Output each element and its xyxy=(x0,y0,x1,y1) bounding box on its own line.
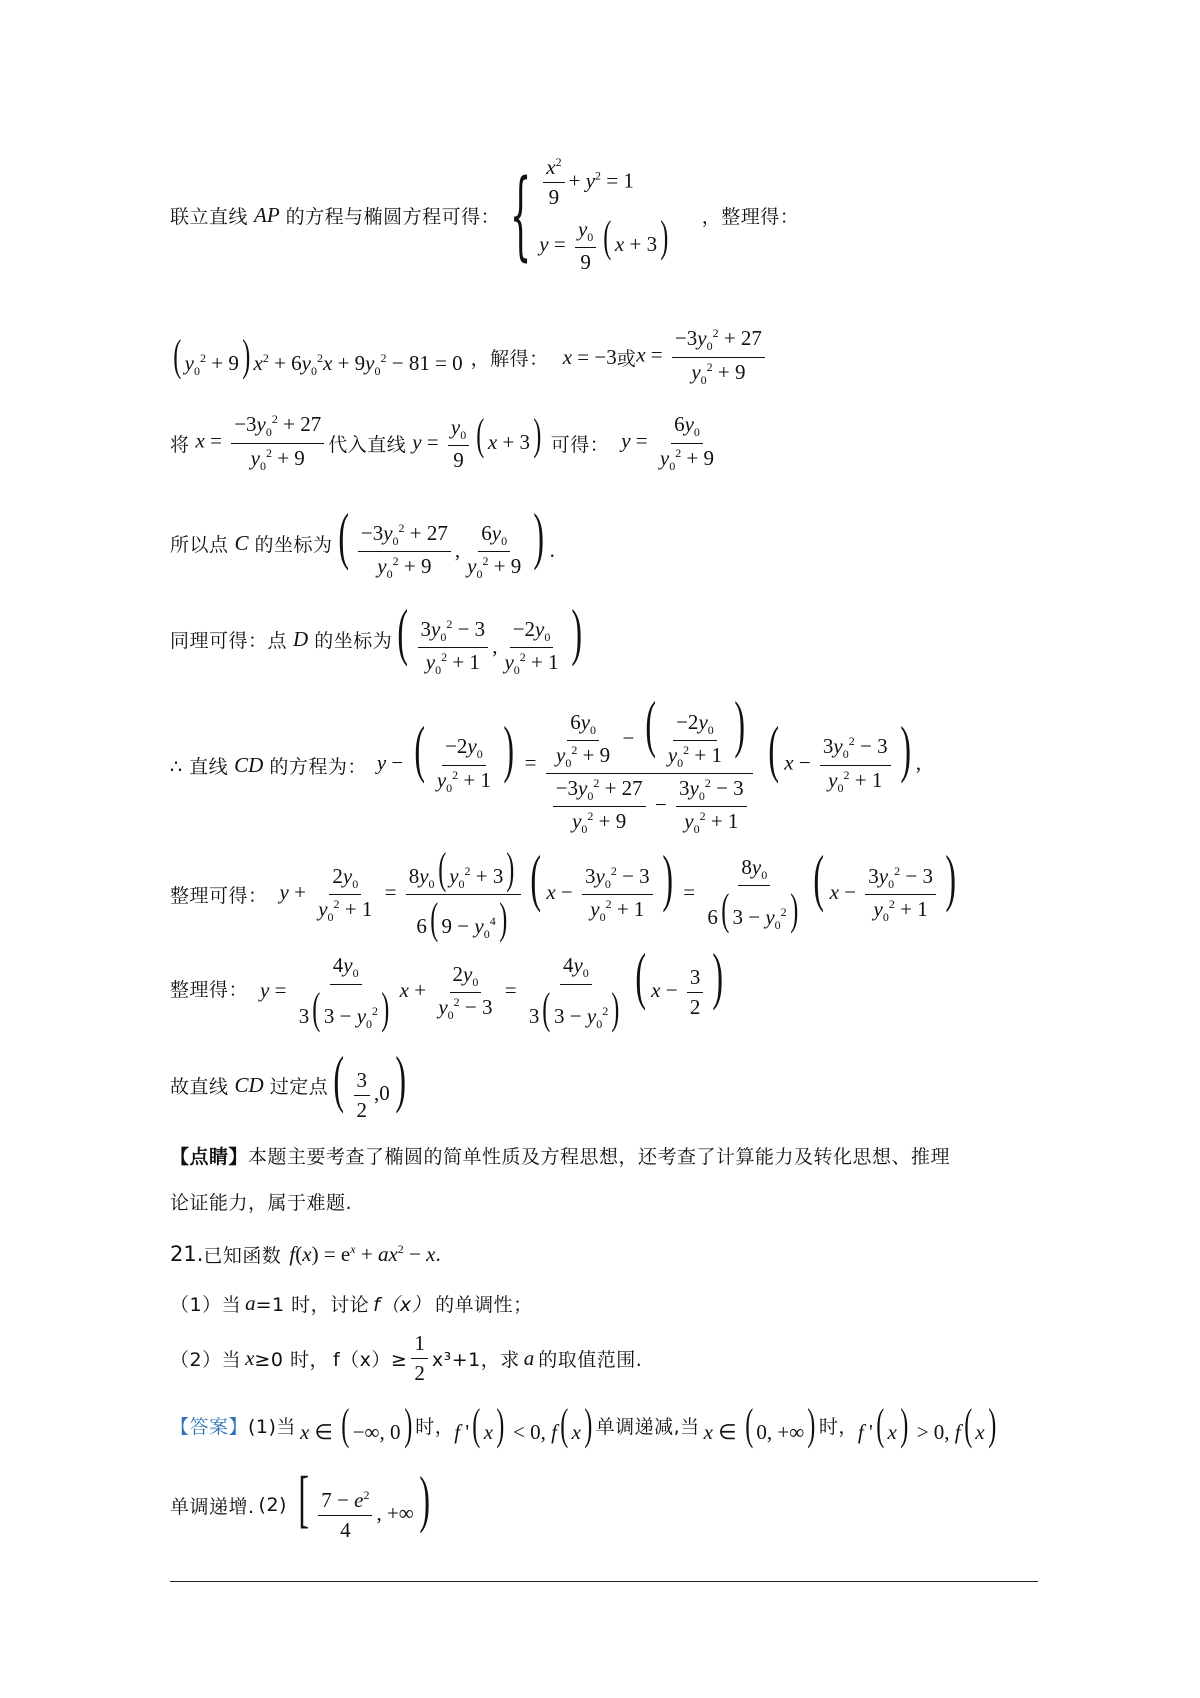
line-6-text: ∴ 直线 xyxy=(170,755,229,778)
line-7 xyxy=(170,842,961,943)
line-6-mid: 的方程为： xyxy=(269,755,367,778)
problem-21-stem xyxy=(170,1236,441,1272)
y-result: y = $\frac{6y_0}{y_0^2 + 9}$ xyxy=(621,412,715,473)
problem-stem: 已知函数 xyxy=(203,1244,282,1267)
ellipse-equation: $\frac{x^2}{9}$ + $y^2 = 1$ xyxy=(539,155,671,210)
answer-line2-a: 单调递增. xyxy=(170,1495,255,1518)
simplified-equation-2: y = $\frac{4y_0}{3( 3 - y_0^2)}$ x + $\frac{2y_0}{y_0^2 - 3}$ = $\frac{4y_0}{3( 3 - y_0^2)}$ ( x − $\frac{3}{2}$ ) xyxy=(260,940,724,1033)
line-1-ap: AP xyxy=(254,202,280,227)
point-c-coords: ( $\frac{-3y_0^2 + 27}{y_0^2 + 9}$ , $\frac{6y_0}{y_0^2 + 9}$ ) . xyxy=(337,499,555,582)
line-8-text: 整理得： xyxy=(170,978,249,1001)
q1-prefix: （1）当 xyxy=(170,1293,242,1316)
a-range: [ $\frac{7 - e^2}{4}$ , +∞) xyxy=(298,1463,430,1542)
line-7-text: 整理可得： xyxy=(170,884,268,907)
line-ap-equation: y = $\frac{y_0}{9}$ ( x + 3) xyxy=(539,211,669,274)
line-4-c: C xyxy=(234,530,249,555)
line-2 xyxy=(170,322,769,392)
q1-a: a xyxy=(245,1290,256,1315)
line-6 xyxy=(170,688,922,837)
line-3-dairu: 代入直线 xyxy=(328,433,407,456)
derivative-neg: f '( x) < 0, f( x) xyxy=(454,1400,593,1449)
line-1 xyxy=(170,150,799,280)
root-2: x = $\frac{-3y_0^2 + 27}{y_0^2 + 9}$ xyxy=(636,326,769,387)
q2-suffix: 的取值范围. xyxy=(538,1348,643,1371)
line-4-mid: 的坐标为 xyxy=(254,533,333,556)
q2-cond: ≥0 时， xyxy=(254,1348,329,1371)
answer-line-1 xyxy=(170,1400,999,1450)
line-ap-ref: y = $\frac{y_0}{9}$ ( x + 3) xyxy=(412,409,542,473)
line-6-cd: CD xyxy=(234,752,264,777)
line-9-cd: CD xyxy=(234,1072,264,1097)
q1-eq: =1 时，讨论 xyxy=(255,1293,370,1316)
line-5 xyxy=(170,595,587,678)
line-1-end: ，整理得： xyxy=(701,205,800,228)
q2-fx: f（x）≥ xyxy=(332,1348,408,1371)
q1-suffix: 的单调性； xyxy=(435,1293,533,1316)
simplified-equation-1: y + $\frac{2y_0}{y_0^2 + 1}$ = $\frac{8y_0( y_0^2 + 3)}{6( 9 - y_0^4)}$ ( x − $\frac{3y_0^2 - 3}{y_0^2 + 1}$ ) = $\frac{8y_0}{6( 3 - y_0^2)}$ ( x − $\frac{3y_0^2 - 3}{y_0^2 + 1}$ ) xyxy=(279,842,956,943)
q1-fx: f（x） xyxy=(373,1293,432,1316)
footer-rule xyxy=(170,1581,1038,1582)
answer-part1-a: (1)当 xyxy=(248,1415,296,1438)
equation-system xyxy=(539,155,671,275)
cd-line-equation: y − ( $\frac{-2y_0}{y_0^2 + 1}$ ) = $\frac{6y_0}{y_0^2 + 9}$ − ( $\frac{-2y_0}{y_0^2 + 1}$ ) $\frac{-3y_0^2 + 27}{y_0^2 + 9}$ − $\frac{3y_0^2 - 3}{y_0^2 + 1}$ ( x − $\frac{3y_0^2 - 3}{y_0^2 + 1}$ ) , xyxy=(376,688,922,837)
answer-part1-c: 单调递减,当 xyxy=(595,1415,700,1438)
derivative-pos: f '( x) > 0, f( x) xyxy=(857,1400,996,1449)
line-9-text: 故直线 xyxy=(170,1075,229,1098)
answer-line-2 xyxy=(170,1463,435,1542)
x-substitution: x = $\frac{-3y_0^2 + 27}{y_0^2 + 9}$ xyxy=(196,412,329,473)
function-definition: $f(x) = e^x + ax^2 - x$. xyxy=(289,1241,441,1266)
q2-a: a xyxy=(523,1345,535,1370)
root-1: x = −3 xyxy=(562,344,617,369)
dianjing-text-1: 本题主要考查了椭圆的简单性质及方程思想，还考查了计算能力及转化思想、推理 xyxy=(248,1145,951,1168)
dianjing-text-2: 论证能力，属于难题. xyxy=(170,1191,353,1214)
line-3-jiang: 将 xyxy=(170,433,190,456)
system-brace: { xyxy=(510,159,532,271)
answer-part1-b: 时， xyxy=(415,1415,455,1438)
line-3-kede: 可得： xyxy=(550,433,610,456)
q2-x: x xyxy=(245,1345,255,1370)
answer-line2-b: (2) xyxy=(258,1494,287,1516)
line-4-text: 所以点 xyxy=(170,533,229,556)
q2-prefix: （2）当 xyxy=(170,1348,242,1371)
half-fraction: $\frac{1}{2}$ xyxy=(407,1331,432,1386)
line-1-text: 联立直线 xyxy=(170,205,249,228)
line-2-or: 或 xyxy=(616,347,637,370)
line-3 xyxy=(170,408,721,478)
fixed-point: ( $\frac{3}{2}$ ,0) xyxy=(333,1043,406,1122)
line-5-mid: 的坐标为 xyxy=(314,629,393,652)
answer-label: 【答案】 xyxy=(170,1415,249,1438)
line-2-solve: ，解得： xyxy=(470,347,549,370)
line-8 xyxy=(170,940,729,1033)
question-2 xyxy=(170,1328,642,1388)
quadratic-equation: ( $y_0^2 + 9$) $x^2 + 6y_0^2x + 9y_0^2 - 81 = 0$ xyxy=(173,331,463,381)
line-4 xyxy=(170,499,555,582)
point-d-coords: ( $\frac{3y_0^2 - 3}{y_0^2 + 1}$ , $\frac{-2y_0}{y_0^2 + 1}$ ) xyxy=(397,595,582,678)
interval-neg: x ∈ ( −∞, 0) xyxy=(299,1400,412,1449)
interval-pos: x ∈ ( 0, +∞) xyxy=(703,1400,816,1449)
dianjing-line-1 xyxy=(170,1138,950,1172)
line-9 xyxy=(170,1043,411,1122)
answer-part1-d: 时， xyxy=(818,1415,858,1438)
line-9-mid: 过定点 xyxy=(269,1075,329,1098)
dianjing-line-2 xyxy=(170,1184,352,1218)
q2-tail: x³+1，求 xyxy=(431,1348,520,1371)
line-1-mid: 的方程与椭圆方程可得： xyxy=(285,205,501,228)
line-5-d: D xyxy=(293,626,309,651)
question-1 xyxy=(170,1286,533,1320)
problem-number: 21. xyxy=(170,1242,204,1266)
dianjing-label: 【点睛】 xyxy=(170,1145,249,1168)
line-5-text: 同理可得：点 xyxy=(170,629,288,652)
